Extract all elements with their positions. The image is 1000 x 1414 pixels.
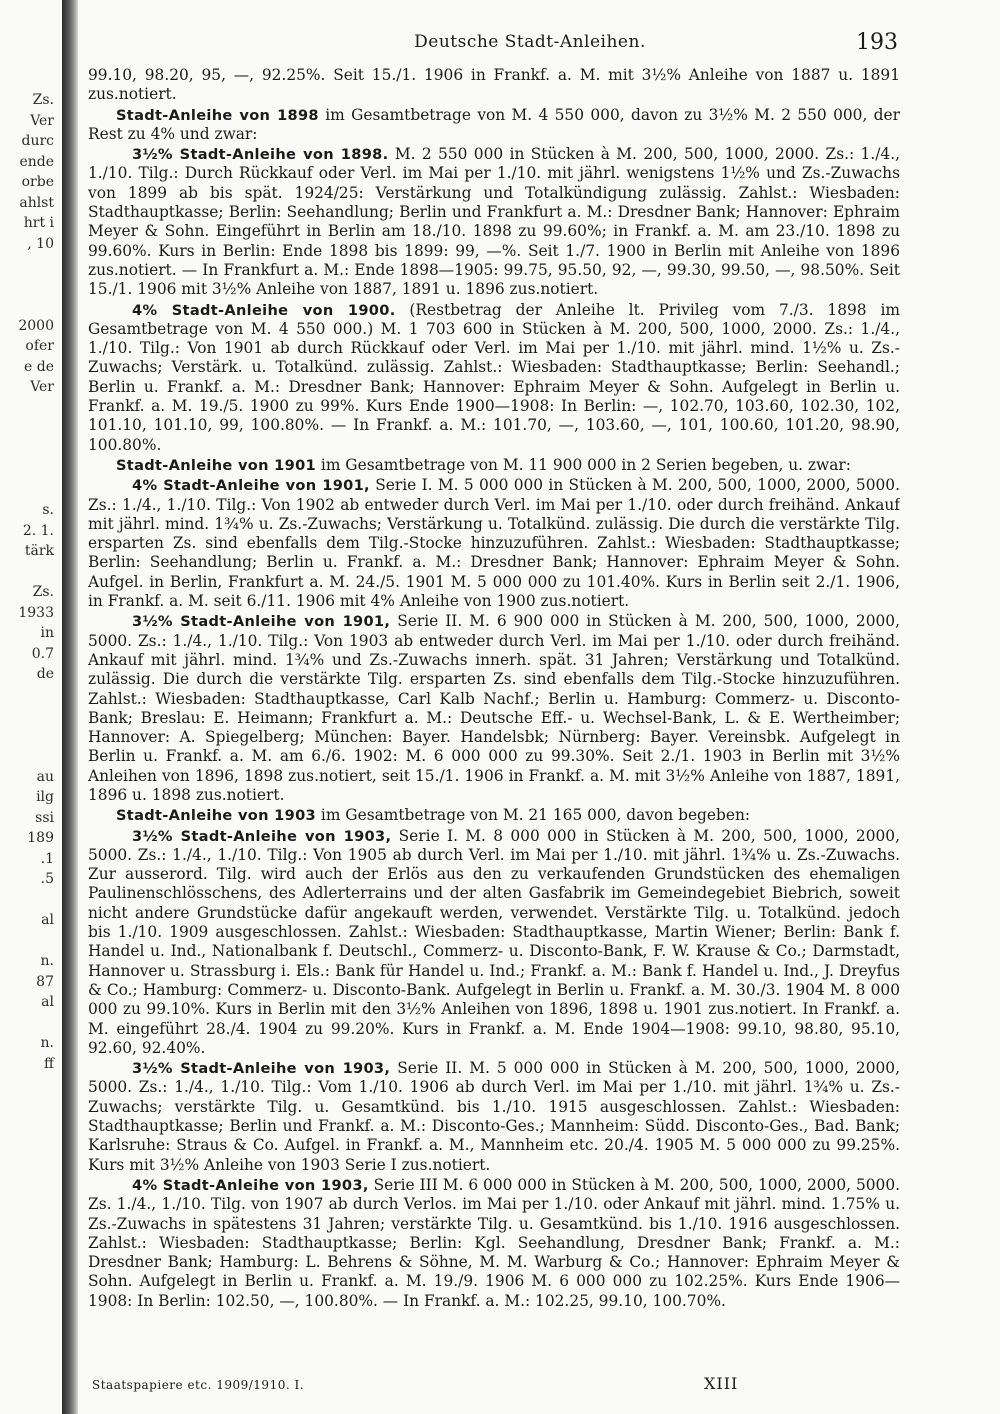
margin-fragment — [0, 480, 58, 501]
page-footer — [92, 1374, 912, 1400]
margin-fragment — [0, 685, 58, 706]
footer-publication-line: Staatspapiere etc. 1909/1910. I. — [92, 1378, 305, 1392]
p-1903-serie-1 — [88, 827, 900, 1059]
margin-fragment — [0, 418, 58, 439]
margin-fragment: al — [41, 912, 54, 928]
paragraph-heading: 4% Stadt-Anleihe von 1903, — [132, 1176, 369, 1194]
margin-fragment — [0, 746, 58, 767]
margin-fragment: ilg — [36, 789, 54, 805]
paragraph-text: Serie I. M. 5 000 000 in Stücken à M. 200, 500, 1000, 2000, 5000. Zs.: 1./4., 1./10. Tilg.: Von 1902 ab entweder durch Verl. im Mai per 1./10. oder durch freihänd. Ankauf mit jährl. mind. 1¾% u. Zs.-Zuwachs; Verstärkung u. Totalkünd. zulässig. Die durch die verstärkte Tilg. ersparten Zs. sind ebenfalls dem Tilg.-Stocke hinzuzuführen. Zahlst.: Wiesbaden: Stadthauptkasse; Berlin: Seehandlung; Berlin u. Frankf. a. M.: Dresdner Bank; Hannover: Ephraim Meyer & Sohn. Aufgel. in Berlin, Frankfurt a. M. 24./5. 1901 M. 5 000 000 zu 101.40%. Kurs in Berlin seit 2./1. 1906, in Frankf. a. M. seit 6./11. 1906 mit 4% Anleihe von 1900 zus.notiert. — [88, 476, 900, 611]
margin-fragment: s. — [42, 502, 54, 518]
margin-fragment: , 10 — [27, 235, 54, 252]
margin-fragment — [0, 1095, 58, 1111]
margin-fragment: durc — [21, 133, 54, 149]
paragraph-heading: 3½% Stadt-Anleihe von 1903, — [132, 1060, 391, 1078]
margin-fragment — [0, 439, 58, 460]
margin-fragment: tärk — [24, 543, 54, 559]
paragraph-text: (Restbetrag der Anleihe lt. Privileg vom 7./3. 1898 im Gesamtbetrage von M. 4 550 000.) M. 1 703 600 in Stücken à M. 200, 500, 1000, 2000. Zs.: 1./4., 1./10. Tilg.: Von 1901 ab durch Rückkauf oder Verl. im Mai per 1./10. mit jährl. mind. 1½% u. Zs.-Zuwachs; Verstärk. u. Totalkünd. zulässig. Zahlst.: Wiesbaden: Stadthauptkasse; Berlin: Seehandl.; Berlin u. Frankf. a. M.: Dresdner Bank; Hannover: Ephraim Meyer & Sohn. Aufgelegt in Berlin u. Frankf. a. M. 19./5. 1900 zu 99%. Kurs Ende 1900—1908: In Berlin: —, 102.70, 103.60, 102.30, 102, 101.10, 101.10, 99, 100.80%. — In Frankf. a. M.: 101.70, —, 103.60, —, 101, 100.60, 101.20, 98.90, 100.80%. — [88, 300, 900, 454]
paragraph-text: Serie II. M. 5 000 000 in Stücken à M. 200, 500, 1000, 2000, 5000. Zs.: 1./4., 1./10. Tilg.: Vom 1./10. 1906 ab durch Verl. im Mai per 1./10. mit jährl. 1¾% u. Zs.-Zuwachs; verstärkte Tilg. u. Gesamtkünd. bis 1./10. 1915 ausgeschlossen. Zahlst.: Wiesbaden: Stadthauptkasse; Berlin und Frankf. a. M.: Disconto-Ges.; Mannheim: Südd. Disconto-Ges., Bad. Bank; Karlsruhe: Straus & Co. Aufgel. in Frankf. a. M., Mannheim etc. 20./4. 1905 M. 5 000 000 zu 99.25%. Kurs mit 3½% Anleihe von 1903 Serie I zus.notiert. — [88, 1059, 900, 1174]
margin-fragment: ende — [19, 153, 54, 170]
p-1898-overview — [88, 106, 900, 145]
p-1901-serie-2 — [88, 612, 900, 805]
paragraph-heading: Stadt-Anleihe von 1898 — [116, 106, 319, 124]
margin-fragment: de — [36, 666, 54, 682]
previous-page-margin-fragments — [0, 90, 58, 1110]
margin-fragment: Ver — [30, 112, 54, 129]
paragraph-heading: 3½% Stadt-Anleihe von 1898. — [132, 146, 389, 164]
p-1898-3half — [88, 145, 900, 299]
paragraph-text: Serie II. M. 6 900 000 in Stücken à M. 200, 500, 1000, 2000, 5000. Zs.: 1./4., 1./10. Tilg.: Von 1903 ab entweder durch Verl. im Mai per 1./10. oder durch freihänd. Ankauf mit jährl. mind. 1¾% und Zs.-Zuwachs innerh. spät. 31 Jahren; Verstärkung und Totalkünd. zulässig. Die durch die verstärkte Tilg. ersparten Zs. sind ebenfalls dem Tilg.-Stocke hinzuzuführen. Zahlst.: Wiesbaden: Stadthauptkasse, Carl Kalb Nachf.; Berlin u. Hamburg: Commerz- u. Disconto-Bank; Breslau: E. Heimann; Frankfurt a. M.: Deutsche Eff.- u. Wechsel-Bank, L. & E. Wertheimber; Hannover: A. Spiegelberg; München: Bayer. Handelsbk; Nürnberg: Bayer. Vereinsbk. Aufgelegt in Berlin u. Frankf. a. M. am 6./6. 1902: M. 6 000 000 zu 99.30%. Seit 2./1. 1903 in Berlin mit 3½% Anleihen von 1896, 1898 zus.notiert, seit 15./1. 1906 in Frankf. a. M. mit 3½% Anleihe von 1887, 1891, 1896 u. 1898 zus.notiert. — [88, 612, 900, 804]
p-1903-overview — [88, 806, 900, 825]
margin-fragment — [0, 398, 58, 419]
margin-fragment: 0.7 — [31, 645, 54, 662]
margin-fragment: e de — [24, 358, 54, 375]
margin-fragment: au — [36, 768, 54, 785]
margin-fragment: ff — [44, 1055, 54, 1072]
margin-fragment — [0, 890, 58, 911]
margin-fragment — [0, 726, 58, 747]
margin-fragment: hrt i — [23, 215, 54, 231]
margin-fragment: 2000 — [18, 317, 54, 334]
paragraph-heading: 4% Stadt-Anleihe von 1901, — [132, 477, 370, 495]
margin-fragment: n. — [40, 1035, 54, 1051]
margin-fragment: 2. 1. — [22, 522, 54, 539]
sheet-signature: XIII — [704, 1374, 739, 1393]
margin-fragment — [0, 705, 58, 726]
margin-fragment: Zs. — [32, 584, 54, 600]
margin-fragment: .5 — [40, 871, 54, 887]
paragraph-text: Serie III M. 6 000 000 in Stücken à M. 200, 500, 1000, 2000, 5000. Zs. 1./4., 1./10. Tilg. von 1907 ab durch Verlos. im Mai per 1./10. oder Ankauf mit jährl. mind. 1.75% u. Zs.-Zuwachs in spätestens 31 Jahren; verstärkte Tilg. u. Gesamtkünd. bis 1./10. 1916 ausgeschlossen. Zahlst.: Wiesbaden: Stadthauptkasse; Berlin: Kgl. Seehandlung, Dresdner Bank; Frankf. a. M.: Dresdner Bank; Hamburg: L. Behrens & Söhne, M. M. Warburg & Co.; Hannover: Ephraim Meyer & Sohn. Aufgelegt in Berlin u. Frankf. a. M. 19./9. 1906 M. 6 000 000 zu 102.25%. Kurs Ende 1906—1908: In Berlin: 102.50, —, 100.80%. — In Frankf. a. M.: 102.25, 99.10, 100.70%. — [88, 1175, 900, 1310]
margin-fragment: al — [41, 994, 54, 1010]
paragraph-text: 99.10, 98.20, 95, —, 92.25%. Seit 15./1. 1906 in Frankf. a. M. mit 3½% Anleihe von 1887 u. 1891 zus.notiert. — [88, 66, 900, 104]
margin-fragment — [0, 254, 58, 275]
margin-fragment: in — [40, 625, 54, 641]
paragraph-heading: 3½% Stadt-Anleihe von 1901, — [132, 613, 391, 631]
page-number: 193 — [856, 30, 898, 55]
margin-fragment: 189 — [27, 830, 54, 846]
margin-fragment: n. — [40, 953, 54, 969]
running-title: Deutsche Stadt-Anleihen. — [414, 32, 646, 52]
p-1903-serie-2 — [88, 1059, 900, 1175]
margin-fragment: ssi — [35, 809, 54, 826]
margin-fragment: orbe — [21, 174, 54, 190]
margin-fragment: ofer — [25, 338, 54, 354]
margin-fragment: 1933 — [18, 604, 54, 621]
paragraph-heading: Stadt-Anleihe von 1901 — [116, 456, 316, 474]
margin-fragment: Zs. — [32, 92, 54, 108]
margin-fragment: ahlst — [19, 194, 54, 211]
margin-fragment — [0, 459, 58, 480]
paragraph-text: im Gesamtbetrage von M. 21 165 000, davon begeben: — [316, 806, 751, 825]
p-1901-serie-1 — [88, 476, 900, 611]
paragraph-text: Serie I. M. 8 000 000 in Stücken à M. 200, 500, 1000, 2000, 5000. Zs.: 1./4., 1./10. Tilg.: Von 1905 ab durch Verl. im Mai per 1./10. mit jährl. 1¾% u. Zs.-Zuwachs. Zur ausserord. Tilg. wird auch der Erlös aus den zu verkaufenden Grundstücken des ehemaligen Paulinenschlösschens, des Adlerterrains und der alten Gasfabrik im Gemeindegebiet Biebrich, soweit nicht andere Grundstücke dafür angekauft werden, verwendet. Verstärkte Tilg. u. Totalkünd. jedoch bis 1./10. 1909 ausgeschlossen. Zahlst.: Wiesbaden: Stadthauptkasse, Martin Wiener; Berlin: Bank f. Handel u. Ind., Nationalbank f. Deutschl., Commerz- u. Disconto-Bank, F. W. Krause & Co.; Darmstadt, Hannover u. Strassburg i. Els.: Bank für Handel u. Ind.; Frankf. a. M.: Bank f. Handel u. Ind., J. Dreyfus & Co.; Hamburg: Commerz- u. Disconto-Bank. Aufgelegt in Berlin u. Frankf. a. M. 30./3. 1904 M. 8 000 000 zu 99.10%. Kurs in Berlin mit den 3½% Anleihen von 1896, 1898 u. 1901 zus.notiert. In Frankf. a. M. eingeführt 28./4. 1904 zu 99.20%. Kurs in Frankf. a. M. Ende 1904—1908: 99.10, 98.80, 95.10, 92.60, 92.40%. — [88, 826, 900, 1057]
p-1900-4pct — [88, 301, 900, 455]
margin-fragment — [0, 1013, 58, 1034]
paragraph-text: im Gesamtbetrage von M. 11 900 000 in 2 Serien begeben, u. zwar: — [316, 455, 851, 474]
paragraph-text: im Gesamtbetrage von M. 4 550 000, davon zu 3½% M. 2 550 000, der Rest zu 4% und zwar: — [88, 105, 900, 143]
paragraph-text: M. 2 550 000 in Stücken à M. 200, 500, 1000, 2000. Zs.: 1./4., 1./10. Tilg.: Durch Rückkauf oder Verl. im Mai per 1./10. mit jährl. wenigstens 1½% und Zs.-Zuwachs von 1899 ab bis spät. 1924/25: Verstärkung und Totalkündigung zulässig. Zahlst.: Wiesbaden: Stadthauptkasse; Berlin: Seehandlung; Berlin und Frankfurt a. M.: Dresdner Bank; Hannover: Ephraim Meyer & Sohn. Eingeführt in Berlin am 18./10. 1898 zu 99.60%; in Frankf. a. M. am 23./10. 1898 zu 99.60%. Kurs in Berlin: Ende 1898 bis 1899: 99, —%. Seit 1./7. 1900 in Berlin mit Anleihe von 1896 zus.notiert. — In Frankfurt a. M.: Ende 1898—1905: 99.75, 95.50, 92, —, 99.30, 99.50, —, 98.50%. Seit 15./1. 1906 mit 3½% Anleihe von 1887, 1891 u. 1896 zus.notiert. — [88, 145, 900, 299]
margin-fragment — [0, 1074, 58, 1095]
margin-fragment — [0, 562, 58, 583]
page-header — [90, 28, 970, 62]
page-body — [88, 66, 900, 1372]
margin-fragment — [0, 275, 58, 296]
p-1901-overview — [88, 456, 900, 475]
margin-fragment: Ver — [30, 379, 54, 395]
paragraph-heading: 3½% Stadt-Anleihe von 1903, — [132, 827, 392, 845]
paragraph-heading: 4% Stadt-Anleihe von 1900. — [132, 301, 396, 319]
p-intro-continuation — [88, 66, 900, 105]
margin-fragment — [0, 295, 58, 316]
p-1903-serie-3 — [88, 1176, 900, 1311]
paragraph-heading: Stadt-Anleihe von 1903 — [116, 807, 316, 825]
margin-fragment — [0, 931, 58, 952]
margin-fragment: 87 — [36, 973, 54, 990]
margin-fragment: .1 — [40, 850, 54, 867]
book-binding-gutter — [62, 0, 78, 1414]
